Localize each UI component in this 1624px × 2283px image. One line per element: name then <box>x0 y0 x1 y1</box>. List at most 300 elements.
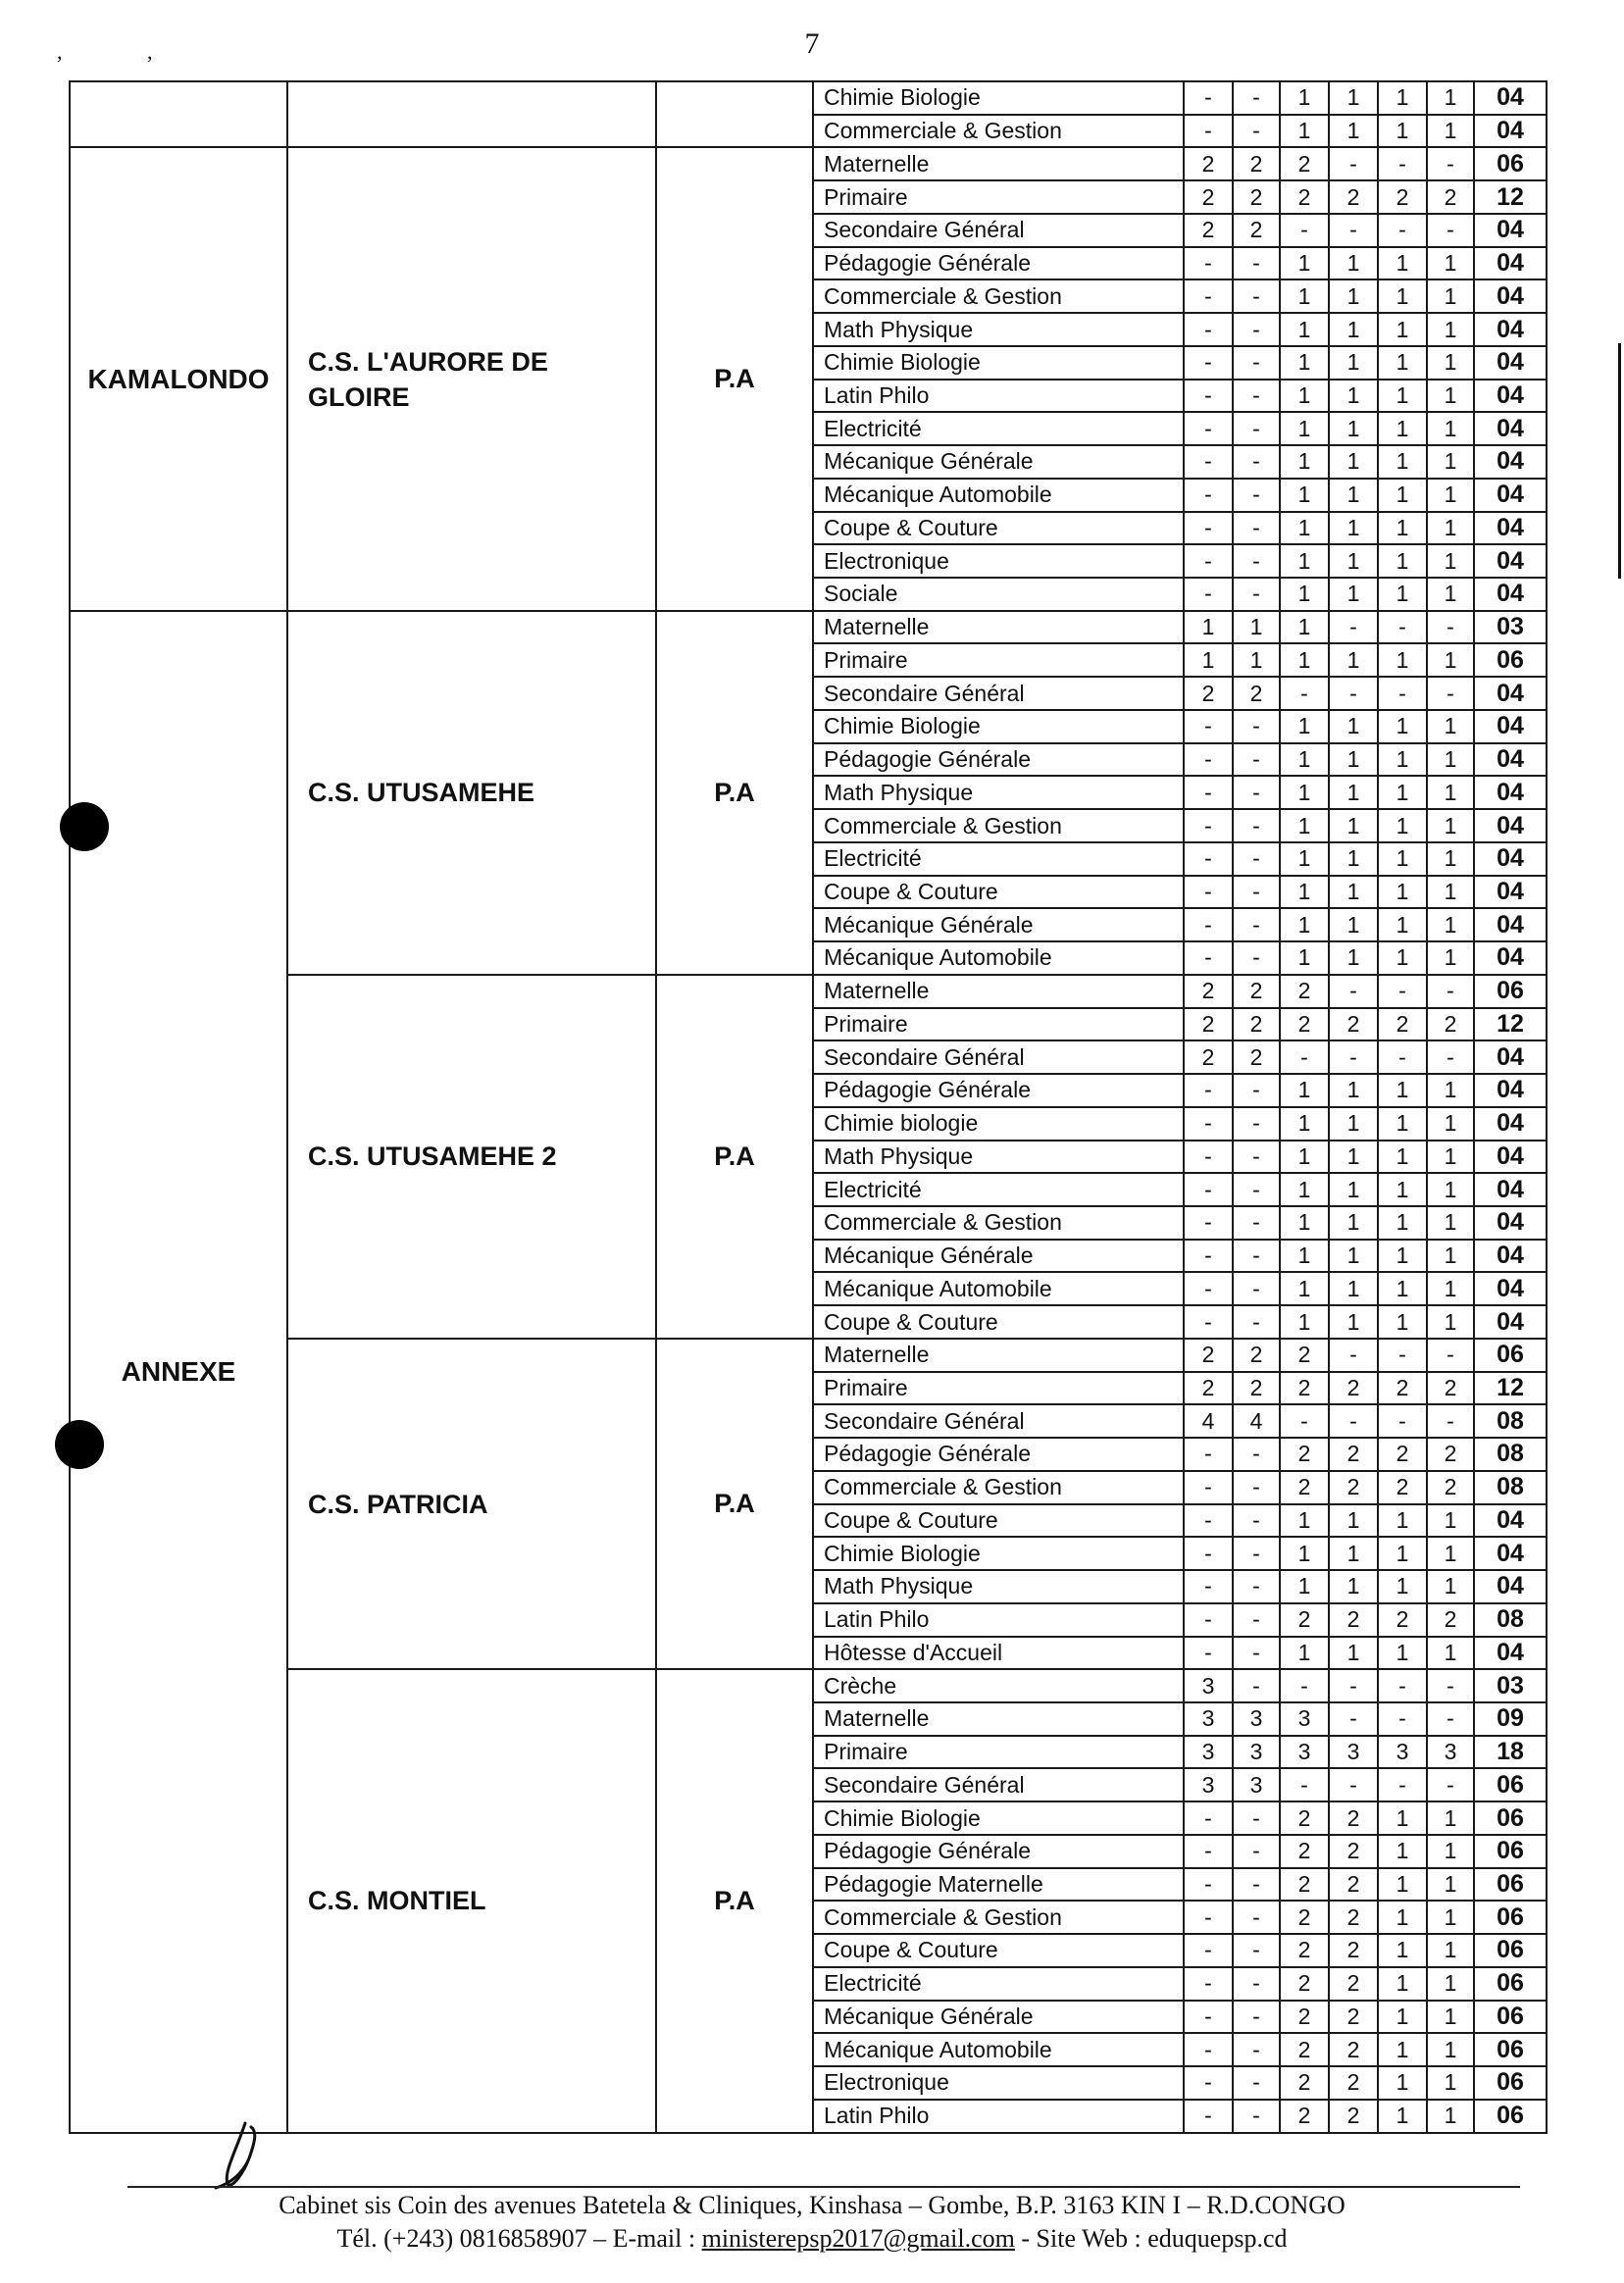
class-count-cell: - <box>1233 346 1280 380</box>
class-count-cell: 1 <box>1427 2001 1474 2034</box>
class-count-cell: - <box>1233 1801 1280 1835</box>
class-count-cell: - <box>1184 1240 1233 1273</box>
class-count-cell: 2 <box>1184 147 1233 180</box>
class-count-cell: 1 <box>1329 710 1378 743</box>
total-cell: 06 <box>1474 2100 1547 2133</box>
class-count-cell: 1 <box>1378 776 1427 809</box>
class-count-cell: 1 <box>1280 809 1329 842</box>
class-count-cell: 1 <box>1280 445 1329 479</box>
option-cell: Maternelle <box>813 147 1184 180</box>
option-cell: Coupe & Couture <box>813 876 1184 909</box>
option-cell: Pédagogie Générale <box>813 1438 1184 1471</box>
class-count-cell: 2 <box>1378 1438 1427 1471</box>
option-cell: Chimie Biologie <box>813 81 1184 115</box>
class-count-cell: - <box>1233 908 1280 941</box>
class-count-cell: 3 <box>1184 1669 1233 1702</box>
class-count-cell: - <box>1184 512 1233 545</box>
class-count-cell: 2 <box>1233 975 1280 1008</box>
class-count-cell: 1 <box>1427 1173 1474 1206</box>
class-count-cell: 2 <box>1280 1967 1329 2001</box>
class-count-cell: 1 <box>1378 1801 1427 1835</box>
option-cell: Secondaire Général <box>813 1404 1184 1438</box>
class-count-cell: 1 <box>1427 346 1474 380</box>
class-count-cell: 1 <box>1280 1305 1329 1339</box>
class-count-cell: 3 <box>1280 1736 1329 1769</box>
class-count-cell: - <box>1184 1537 1233 1570</box>
option-cell: Chimie Biologie <box>813 710 1184 743</box>
class-count-cell: 4 <box>1184 1404 1233 1438</box>
class-count-cell: 1 <box>1427 2033 1474 2066</box>
class-count-cell: 1 <box>1280 1504 1329 1538</box>
class-count-cell: 1 <box>1280 1240 1329 1273</box>
option-cell: Electronique <box>813 2066 1184 2100</box>
class-count-cell: 1 <box>1280 1141 1329 1174</box>
class-count-cell: - <box>1184 1305 1233 1339</box>
option-cell: Mécanique Automobile <box>813 941 1184 975</box>
class-count-cell: - <box>1427 1040 1474 1074</box>
option-cell: Commerciale & Gestion <box>813 115 1184 148</box>
school-options-table <box>69 80 1548 2134</box>
class-count-cell: - <box>1280 1404 1329 1438</box>
class-count-cell: - <box>1184 1603 1233 1637</box>
class-count-cell: - <box>1280 1669 1329 1702</box>
class-count-cell: 1 <box>1427 512 1474 545</box>
class-count-cell: - <box>1329 1702 1378 1736</box>
class-count-cell: 1 <box>1329 1504 1378 1538</box>
total-cell: 08 <box>1474 1471 1547 1504</box>
total-cell: 04 <box>1474 1305 1547 1339</box>
class-count-cell: 1 <box>1329 512 1378 545</box>
class-count-cell: - <box>1184 1637 1233 1670</box>
class-count-cell: 2 <box>1280 975 1329 1008</box>
class-count-cell: 1 <box>1280 279 1329 313</box>
option-cell: Mécanique Automobile <box>813 479 1184 512</box>
class-count-cell: - <box>1427 1404 1474 1438</box>
class-count-cell: - <box>1233 115 1280 148</box>
class-count-cell: 1 <box>1378 578 1427 611</box>
class-count-cell: 2 <box>1427 1438 1474 1471</box>
regime-cell <box>656 81 813 147</box>
total-cell: 04 <box>1474 908 1547 941</box>
class-count-cell: 1 <box>1427 1901 1474 1934</box>
class-count-cell: 2 <box>1280 1934 1329 1967</box>
class-count-cell: - <box>1233 412 1280 445</box>
class-count-cell: 1 <box>1329 1305 1378 1339</box>
class-count-cell: 2 <box>1329 1868 1378 1902</box>
total-cell: 04 <box>1474 1570 1547 1603</box>
class-count-cell: - <box>1233 809 1280 842</box>
class-count-cell: - <box>1329 611 1378 644</box>
class-count-cell: 1 <box>1378 809 1427 842</box>
class-count-cell: 1 <box>1233 643 1280 677</box>
class-count-cell: 1 <box>1280 479 1329 512</box>
class-count-cell: 1 <box>1378 1570 1427 1603</box>
class-count-cell: - <box>1233 1504 1280 1538</box>
total-cell: 04 <box>1474 479 1547 512</box>
class-count-cell: 2 <box>1329 1934 1378 1967</box>
class-count-cell: 1 <box>1378 908 1427 941</box>
class-count-cell: - <box>1184 2066 1233 2100</box>
class-count-cell: 1 <box>1329 876 1378 909</box>
total-cell: 04 <box>1474 1173 1547 1206</box>
class-count-cell: 1 <box>1427 2100 1474 2133</box>
class-count-cell: - <box>1233 380 1280 413</box>
class-count-cell: 1 <box>1378 2066 1427 2100</box>
option-cell: Secondaire Général <box>813 677 1184 710</box>
class-count-cell: 2 <box>1329 1967 1378 2001</box>
class-count-cell: - <box>1233 479 1280 512</box>
table-row <box>70 1339 1547 1372</box>
class-count-cell: 1 <box>1378 313 1427 346</box>
option-cell: Commerciale & Gestion <box>813 1206 1184 1240</box>
class-count-cell: 1 <box>1427 809 1474 842</box>
class-count-cell: 1 <box>1280 941 1329 975</box>
class-count-cell: 2 <box>1184 677 1233 710</box>
option-cell: Mécanique Automobile <box>813 1272 1184 1305</box>
class-count-cell: 2 <box>1280 147 1329 180</box>
total-cell: 12 <box>1474 1008 1547 1041</box>
class-count-cell: 1 <box>1427 776 1474 809</box>
class-count-cell: - <box>1233 1107 1280 1141</box>
total-cell: 04 <box>1474 776 1547 809</box>
class-count-cell: 1 <box>1280 313 1329 346</box>
option-cell: Commerciale & Gestion <box>813 279 1184 313</box>
total-cell: 06 <box>1474 1901 1547 1934</box>
class-count-cell: 1 <box>1329 1570 1378 1603</box>
table-row <box>70 611 1547 644</box>
class-count-cell: - <box>1427 1702 1474 1736</box>
class-count-cell: 1 <box>1280 1107 1329 1141</box>
class-count-cell: 2 <box>1280 2066 1329 2100</box>
class-count-cell: - <box>1184 908 1233 941</box>
class-count-cell: 2 <box>1184 975 1233 1008</box>
class-count-cell: 2 <box>1329 2066 1378 2100</box>
total-cell: 04 <box>1474 115 1547 148</box>
class-count-cell: 2 <box>1427 180 1474 214</box>
class-count-cell: 1 <box>1280 776 1329 809</box>
class-count-cell: 1 <box>1427 1637 1474 1670</box>
class-count-cell: 2 <box>1329 1438 1378 1471</box>
binder-hole <box>55 1420 104 1469</box>
total-cell: 06 <box>1474 643 1547 677</box>
option-cell: Primaire <box>813 180 1184 214</box>
footer-phone: Tél. (+243) 0816858907 – E-mail : <box>336 2224 702 2253</box>
total-cell: 06 <box>1474 1339 1547 1372</box>
option-cell: Sociale <box>813 578 1184 611</box>
option-cell: Primaire <box>813 1736 1184 1769</box>
total-cell: 04 <box>1474 1637 1547 1670</box>
class-count-cell: 1 <box>1378 279 1427 313</box>
class-count-cell: - <box>1427 1768 1474 1801</box>
class-count-cell: - <box>1184 1206 1233 1240</box>
class-count-cell: 3 <box>1184 1768 1233 1801</box>
class-count-cell: 1 <box>1329 941 1378 975</box>
total-cell: 04 <box>1474 876 1547 909</box>
class-count-cell: - <box>1184 380 1233 413</box>
total-cell: 09 <box>1474 1702 1547 1736</box>
class-count-cell: 1 <box>1280 1074 1329 1107</box>
class-count-cell: - <box>1378 1339 1427 1372</box>
class-count-cell: 1 <box>1329 313 1378 346</box>
class-count-cell: - <box>1233 2033 1280 2066</box>
class-count-cell: - <box>1233 1272 1280 1305</box>
option-cell: Mécanique Générale <box>813 445 1184 479</box>
class-count-cell: 1 <box>1378 643 1427 677</box>
class-count-cell: 1 <box>1427 1074 1474 1107</box>
class-count-cell: - <box>1329 677 1378 710</box>
option-cell: Pédagogie Générale <box>813 743 1184 777</box>
option-cell: Commerciale & Gestion <box>813 809 1184 842</box>
class-count-cell: 2 <box>1329 1835 1378 1868</box>
class-count-cell: 1 <box>1427 710 1474 743</box>
option-cell: Latin Philo <box>813 380 1184 413</box>
class-count-cell: 1 <box>1329 578 1378 611</box>
class-count-cell: 1 <box>1427 247 1474 280</box>
option-cell: Secondaire Général <box>813 214 1184 247</box>
school-name-cell: C.S. UTUSAMEHE 2 <box>287 975 656 1339</box>
class-count-cell: 2 <box>1329 1471 1378 1504</box>
class-count-cell: - <box>1233 1967 1280 2001</box>
class-count-cell: 2 <box>1233 214 1280 247</box>
class-count-cell: - <box>1233 445 1280 479</box>
class-count-cell: 1 <box>1378 876 1427 909</box>
class-count-cell: - <box>1184 1141 1233 1174</box>
class-count-cell: 2 <box>1280 180 1329 214</box>
class-count-cell: 2 <box>1233 180 1280 214</box>
class-count-cell: 1 <box>1280 876 1329 909</box>
class-count-cell: 1 <box>1427 1537 1474 1570</box>
class-count-cell: 1 <box>1329 743 1378 777</box>
total-cell: 04 <box>1474 247 1547 280</box>
class-count-cell: 1 <box>1427 479 1474 512</box>
class-count-cell: - <box>1184 578 1233 611</box>
class-count-cell: - <box>1329 975 1378 1008</box>
class-count-cell: 2 <box>1280 1438 1329 1471</box>
scan-edge-mark <box>1618 343 1621 579</box>
option-cell: Coupe & Couture <box>813 1305 1184 1339</box>
class-count-cell: 1 <box>1280 1570 1329 1603</box>
class-count-cell: 2 <box>1280 1008 1329 1041</box>
class-count-cell: 3 <box>1329 1736 1378 1769</box>
class-count-cell: 1 <box>1378 380 1427 413</box>
class-count-cell: 1 <box>1427 313 1474 346</box>
class-count-cell: 2 <box>1427 1372 1474 1405</box>
class-count-cell: 1 <box>1378 1240 1427 1273</box>
table-row <box>70 147 1547 180</box>
option-cell: Pédagogie Générale <box>813 1835 1184 1868</box>
total-cell: 18 <box>1474 1736 1547 1769</box>
table-row <box>70 81 1547 115</box>
class-count-cell: 1 <box>1184 611 1233 644</box>
class-count-cell: - <box>1329 1040 1378 1074</box>
total-cell: 04 <box>1474 346 1547 380</box>
class-count-cell: 1 <box>1280 346 1329 380</box>
option-cell: Primaire <box>813 1008 1184 1041</box>
class-count-cell: 1 <box>1427 1801 1474 1835</box>
class-count-cell: 1 <box>1378 1074 1427 1107</box>
total-cell: 03 <box>1474 611 1547 644</box>
regime-cell: P.A <box>656 1669 813 2132</box>
total-cell: 04 <box>1474 1107 1547 1141</box>
table-row <box>70 975 1547 1008</box>
class-count-cell: - <box>1378 1702 1427 1736</box>
total-cell: 06 <box>1474 147 1547 180</box>
option-cell: Commerciale & Gestion <box>813 1901 1184 1934</box>
class-count-cell: 1 <box>1329 1107 1378 1141</box>
class-count-cell: 2 <box>1233 147 1280 180</box>
class-count-cell: 2 <box>1233 1372 1280 1405</box>
class-count-cell: 1 <box>1378 2033 1427 2066</box>
total-cell: 06 <box>1474 1801 1547 1835</box>
class-count-cell: 1 <box>1378 479 1427 512</box>
option-cell: Electronique <box>813 544 1184 578</box>
class-count-cell: 1 <box>1329 1537 1378 1570</box>
class-count-cell: - <box>1233 1934 1280 1967</box>
class-count-cell: 1 <box>1378 1173 1427 1206</box>
class-count-cell: 1 <box>1427 279 1474 313</box>
class-count-cell: - <box>1184 1471 1233 1504</box>
class-count-cell: 1 <box>1378 1967 1427 2001</box>
class-count-cell: 1 <box>1329 643 1378 677</box>
footer-email-link[interactable]: ministerepsp2017@gmail.com <box>701 2224 1015 2253</box>
school-name-cell: C.S. PATRICIA <box>287 1339 656 1669</box>
class-count-cell: 1 <box>1329 1141 1378 1174</box>
option-cell: Electricité <box>813 1173 1184 1206</box>
school-name-cell: C.S. UTUSAMEHE <box>287 611 656 975</box>
option-cell: Chimie biologie <box>813 1107 1184 1141</box>
class-count-cell: - <box>1184 1835 1233 1868</box>
total-cell: 06 <box>1474 2001 1547 2034</box>
class-count-cell: - <box>1427 677 1474 710</box>
class-count-cell: - <box>1427 1669 1474 1702</box>
class-count-cell: 1 <box>1427 445 1474 479</box>
school-name-cell: C.S. L'AURORE DE GLOIRE <box>287 147 656 610</box>
class-count-cell: - <box>1233 1637 1280 1670</box>
option-cell: Mécanique Générale <box>813 908 1184 941</box>
regime-cell: P.A <box>656 147 813 610</box>
class-count-cell: - <box>1184 1272 1233 1305</box>
option-cell: Coupe & Couture <box>813 1504 1184 1538</box>
class-count-cell: 1 <box>1329 81 1378 115</box>
class-count-cell: 1 <box>1280 611 1329 644</box>
class-count-cell: - <box>1233 2066 1280 2100</box>
total-cell: 12 <box>1474 180 1547 214</box>
class-count-cell: - <box>1184 544 1233 578</box>
class-count-cell: - <box>1233 313 1280 346</box>
class-count-cell: - <box>1233 941 1280 975</box>
class-count-cell: 1 <box>1378 1835 1427 1868</box>
total-cell: 04 <box>1474 743 1547 777</box>
class-count-cell: - <box>1233 1206 1280 1240</box>
class-count-cell: 1 <box>1280 842 1329 876</box>
class-count-cell: 1 <box>1427 1504 1474 1538</box>
class-count-cell: 1 <box>1329 445 1378 479</box>
class-count-cell: 2 <box>1280 2001 1329 2034</box>
class-count-cell: 1 <box>1378 1868 1427 1902</box>
class-count-cell: 1 <box>1329 1074 1378 1107</box>
class-count-cell: 2 <box>1184 1339 1233 1372</box>
class-count-cell: 2 <box>1329 180 1378 214</box>
school-name-cell: C.S. MONTIEL <box>287 1669 656 2132</box>
header-mark: , <box>147 39 153 64</box>
class-count-cell: - <box>1184 479 1233 512</box>
class-count-cell: - <box>1184 1934 1233 1967</box>
total-cell: 04 <box>1474 842 1547 876</box>
class-count-cell: - <box>1184 1570 1233 1603</box>
option-cell: Pédagogie Maternelle <box>813 1868 1184 1902</box>
class-count-cell: 1 <box>1427 1868 1474 1902</box>
class-count-cell: - <box>1233 1603 1280 1637</box>
option-cell: Maternelle <box>813 1702 1184 1736</box>
class-count-cell: 1 <box>1329 380 1378 413</box>
class-count-cell: 1 <box>1378 445 1427 479</box>
class-count-cell: 2 <box>1280 1868 1329 1902</box>
class-count-cell: - <box>1378 214 1427 247</box>
location-cell <box>70 81 287 147</box>
class-count-cell: - <box>1184 842 1233 876</box>
class-count-cell: - <box>1378 611 1427 644</box>
class-count-cell: 1 <box>1427 412 1474 445</box>
class-count-cell: 2 <box>1233 677 1280 710</box>
class-count-cell: - <box>1184 313 1233 346</box>
class-count-cell: - <box>1184 776 1233 809</box>
class-count-cell: - <box>1427 1339 1474 1372</box>
option-cell: Pédagogie Générale <box>813 1074 1184 1107</box>
class-count-cell: 1 <box>1378 1901 1427 1934</box>
class-count-cell: - <box>1184 1967 1233 2001</box>
class-count-cell: 1 <box>1280 1272 1329 1305</box>
class-count-cell: 2 <box>1280 2100 1329 2133</box>
class-count-cell: - <box>1233 544 1280 578</box>
binder-hole <box>60 802 109 851</box>
class-count-cell: 2 <box>1378 1471 1427 1504</box>
signature-mark <box>206 2113 314 2192</box>
class-count-cell: - <box>1184 876 1233 909</box>
class-count-cell: 3 <box>1233 1702 1280 1736</box>
total-cell: 04 <box>1474 214 1547 247</box>
class-count-cell: - <box>1280 1040 1329 1074</box>
total-cell: 04 <box>1474 512 1547 545</box>
class-count-cell: 2 <box>1280 1603 1329 1637</box>
class-count-cell: 2 <box>1329 2100 1378 2133</box>
class-count-cell: 1 <box>1280 81 1329 115</box>
class-count-cell: 1 <box>1329 1272 1378 1305</box>
total-cell: 04 <box>1474 941 1547 975</box>
class-count-cell: - <box>1184 346 1233 380</box>
class-count-cell: 2 <box>1184 214 1233 247</box>
table-row <box>70 1669 1547 1702</box>
class-count-cell: - <box>1329 214 1378 247</box>
class-count-cell: 1 <box>1329 544 1378 578</box>
class-count-cell: 2 <box>1184 1372 1233 1405</box>
class-count-cell: 1 <box>1378 1305 1427 1339</box>
option-cell: Maternelle <box>813 975 1184 1008</box>
class-count-cell: 1 <box>1427 578 1474 611</box>
class-count-cell: 2 <box>1427 1008 1474 1041</box>
class-count-cell: 1 <box>1329 479 1378 512</box>
option-cell: Electricité <box>813 1967 1184 2001</box>
class-count-cell: 1 <box>1378 1637 1427 1670</box>
total-cell: 04 <box>1474 313 1547 346</box>
class-count-cell: 1 <box>1378 1141 1427 1174</box>
class-count-cell: - <box>1184 279 1233 313</box>
class-count-cell: 3 <box>1184 1702 1233 1736</box>
option-cell: Maternelle <box>813 1339 1184 1372</box>
total-cell: 04 <box>1474 1040 1547 1074</box>
class-count-cell: 1 <box>1378 1206 1427 1240</box>
class-count-cell: 1 <box>1280 1206 1329 1240</box>
class-count-cell: 1 <box>1427 380 1474 413</box>
